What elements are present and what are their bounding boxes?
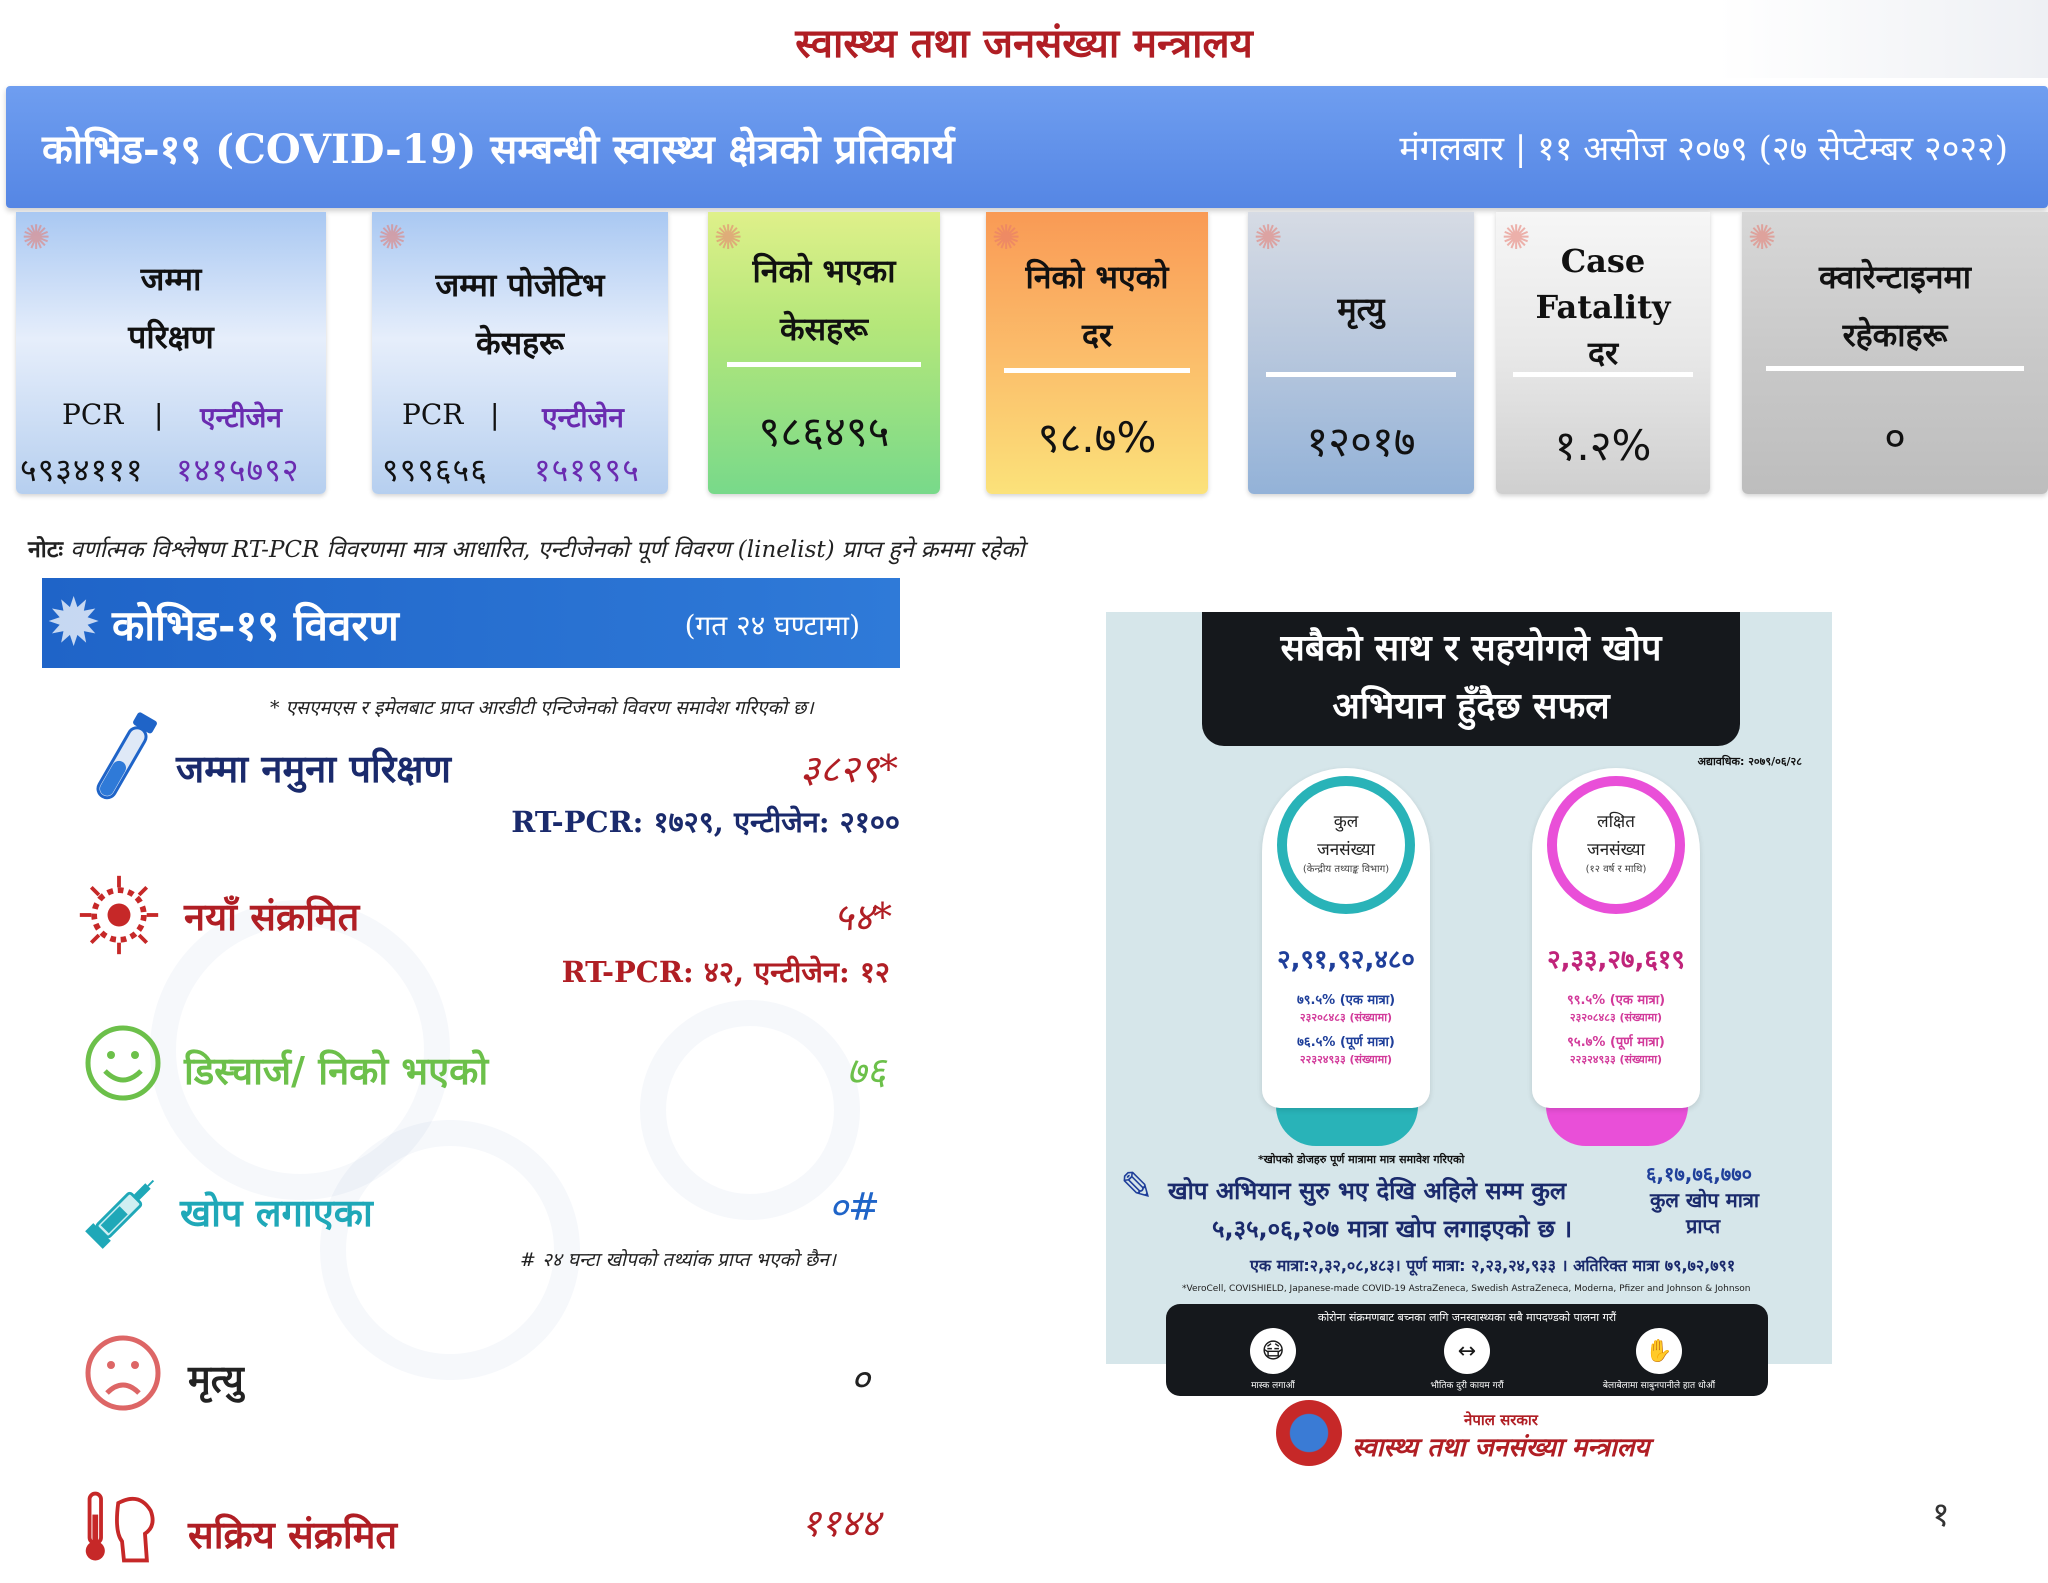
distance-icon: ↔ <box>1444 1328 1490 1374</box>
new-cases-breakdown: RT-PCR: ४२, एन्टीजेन: १२ <box>561 955 890 989</box>
divider <box>1766 366 2023 371</box>
vaccination-poster <box>1106 612 1832 1391</box>
virus-icon: ✺ <box>714 218 743 258</box>
vaccine-list: *VeroCell, COVISHIELD, Japanese-made COVID-19 AstraZeneca, Swedish AstraZeneca, Moderna, Pfizer and Johnson & Johnson <box>1182 1284 1751 1294</box>
divider <box>1004 368 1190 373</box>
deaths-value: ० <box>850 1357 870 1401</box>
syringe-icon: ✎ <box>1120 1164 1154 1210</box>
active-value: ११४४ <box>800 1501 880 1545</box>
card-label: क्वारेन्टाइनमा रहेकाहरू <box>1819 258 1971 354</box>
precautions-footer <box>1166 1304 1768 1396</box>
virus-icon: ✹ <box>46 584 102 661</box>
thermometer-icon <box>80 1484 166 1570</box>
tests-value: ३८२९* <box>799 747 898 791</box>
antigen-value: १५१९९५ <box>534 451 640 489</box>
discharged-label: डिस्चार्ज/ निको भएको <box>184 1048 489 1093</box>
virus-icon: ✺ <box>22 218 51 258</box>
government-ministry: स्वास्थ्य तथा जनसंख्या मन्त्रालय <box>1352 1433 1650 1463</box>
card-value: ९८.७% <box>1037 413 1157 462</box>
pcr-value: ५९३४१११ <box>20 451 144 489</box>
target-population-pill <box>1532 768 1700 1108</box>
precaution-caption: मास्क लगाऔं <box>1251 1381 1295 1391</box>
dose-breakdown: एक मात्रा:२,३२,०८,४८३। पूर्ण मात्रा: २,२३,२४,९३३ । अतिरिक्त मात्रा ७९,७२,७९१ <box>1250 1256 1736 1275</box>
campaign-line-1: खोप अभियान सुरु भए देखि अहिले सम्म कुल <box>1168 1177 1567 1205</box>
received-doses-value: ६,१७,७६,७७० <box>1646 1162 1752 1186</box>
divider <box>1513 372 1693 377</box>
target-population-badge: लक्षित जनसंख्या (१२ वर्ष र माथि) <box>1547 776 1685 914</box>
card-label: जम्मा पोजेटिभ केसहरू <box>435 266 605 362</box>
separator: | <box>154 398 164 431</box>
vaccinated-note: # २४ घन्टा खोपको तथ्यांक प्राप्त भएको छैन। <box>520 1249 836 1271</box>
card-label: निको भएका केसहरू <box>752 252 896 348</box>
poster-headline: सबैको साथ र सहयोगले खोप अभियान हुँदैछ सफल <box>1202 612 1740 746</box>
poster-updated-date: अद्यावधिक: २०७९/०६/२८ <box>1697 755 1802 768</box>
received-doses-label-2: प्राप्त <box>1686 1214 1721 1238</box>
virus-icon: ✺ <box>1502 218 1531 258</box>
total-population-pill <box>1262 768 1430 1108</box>
card-value: १.२% <box>1554 421 1652 470</box>
banner-title: कोभिड-१९ (COVID-19) सम्बन्धी स्वास्थ्य क्षेत्रको प्रतिकार्य <box>42 126 955 173</box>
virus-icon <box>76 872 162 958</box>
page-number: १ <box>1932 1495 1950 1535</box>
watermark-bandage <box>640 1000 860 1220</box>
card-value: १२०१७ <box>1306 417 1416 466</box>
precaution-caption: भौतिक दुरी कायम गरौं <box>1430 1381 1504 1391</box>
smiley-icon <box>80 1020 166 1106</box>
precautions-heading: कोरोना संक्रमणबाट बच्नका लागि जनस्वास्थ्यका सबै मापदण्डको पालना गरौं <box>1317 1311 1617 1324</box>
virus-icon: ✺ <box>992 218 1021 258</box>
target-population-value: २,३३,२७,६१९ <box>1547 945 1685 975</box>
booster-note: *खोपको डोजहरु पूर्ण मात्रामा मात्र समावेश गरिएको <box>1258 1153 1465 1166</box>
mask-icon: 😷 <box>1250 1328 1296 1374</box>
tests-label: जम्मा नमुना परिक्षण <box>176 746 452 791</box>
full-dose-rate: ९५.७% (पूर्ण मात्रा) <box>1567 1035 1665 1050</box>
vaccinated-label: खोप लगाएका <box>180 1190 373 1235</box>
card-label: Case Fatality दर <box>1535 242 1671 372</box>
details-title: कोभिड-१९ विवरण <box>112 601 399 650</box>
virus-icon: ✺ <box>1748 218 1777 258</box>
first-dose-count: २३२०८४८३ (संख्यामा) <box>1569 1011 1663 1024</box>
total-population-value: २,९१,९२,४८० <box>1277 945 1415 975</box>
sad-face-icon <box>80 1330 166 1416</box>
full-dose-count: २२३२४९३३ (संख्यामा) <box>1569 1053 1663 1066</box>
government-emblem <box>1276 1400 1342 1466</box>
virus-icon: ✺ <box>378 218 407 258</box>
title-banner <box>6 86 2048 208</box>
antigen-label: एन्टीजेन <box>200 401 282 434</box>
card-label: निको भएको दर <box>1025 258 1169 354</box>
card-deaths <box>1248 212 1474 494</box>
card-quarantine <box>1742 212 2048 494</box>
campaign-line-2: ५,३५,०६,२०७ मात्रा खोप लगाइएको छ । <box>1212 1215 1573 1243</box>
card-total-positive <box>372 212 668 494</box>
total-population-badge: कुल जनसंख्या (केन्द्रीय तथ्याङ्क विभाग) <box>1277 776 1415 914</box>
government-name: नेपाल सरकार <box>1464 1411 1538 1429</box>
first-dose-rate: ९९.५% (एक मात्रा) <box>1566 993 1666 1008</box>
antigen-label: एन्टीजेन <box>542 401 624 434</box>
active-label: सक्रिय संक्रमित <box>188 1512 398 1557</box>
test-tube-icon <box>80 718 166 804</box>
tests-breakdown: RT-PCR: १७२९, एन्टीजेन: २१०० <box>511 805 900 839</box>
received-doses-label: कुल खोप मात्रा <box>1650 1188 1760 1212</box>
card-label: मृत्यु <box>1337 290 1385 328</box>
handwash-icon: ✋ <box>1636 1328 1682 1374</box>
full-dose-count: २२३२४९३३ (संख्यामा) <box>1299 1053 1393 1066</box>
divider <box>1266 372 1456 377</box>
precaution-caption: बेलाबेलामा साबुनपानीले हात धोऔं <box>1602 1381 1716 1391</box>
card-case-fatality <box>1496 212 1710 494</box>
deaths-label: मृत्यु <box>188 1356 244 1401</box>
card-label: जम्मा परिक्षण <box>128 260 214 356</box>
banner-date: मंगलबार | ११ असोज २०७९ (२७ सेप्टेम्बर २०२२) <box>1399 129 2008 169</box>
new-cases-label: नयाँ संक्रमित <box>184 894 360 939</box>
analysis-note: नोटः वर्णात्मक विश्लेषण RT-PCR विवरणमा मात्र आधारित, एन्टीजेनको पूर्ण विवरण (linelist) प्राप्त हुने क्रममा रहेको <box>28 536 1025 563</box>
details-header <box>42 578 900 668</box>
new-cases-value: ५४* <box>833 895 892 939</box>
first-dose-rate: ७९.५% (एक मात्रा) <box>1296 993 1396 1008</box>
card-value: ९८६४९५ <box>758 407 890 456</box>
card-recovered <box>708 212 940 494</box>
divider <box>727 362 922 367</box>
antigen-value: १४१५७९२ <box>176 451 300 489</box>
vaccinated-value: ०# <box>828 1185 880 1229</box>
pcr-label: PCR <box>402 398 464 431</box>
card-value: ० <box>1884 413 1906 462</box>
first-dose-count: २३२०८४८३ (संख्यामा) <box>1299 1011 1393 1024</box>
details-note: * एसएमएस र इमेलबाट प्राप्त आरडीटी एन्टिजेनको विवरण समावेश गरिएको छ। <box>270 697 814 719</box>
full-dose-rate: ७६.५% (पूर्ण मात्रा) <box>1297 1035 1395 1050</box>
separator: | <box>490 398 500 431</box>
card-total-tests <box>16 212 326 494</box>
card-recovery-rate <box>986 212 1208 494</box>
syringe-icon <box>80 1168 166 1254</box>
details-period: (गत २४ घण्टामा) <box>684 609 860 642</box>
ministry-title: स्वास्थ्य तथा जनसंख्या मन्त्रालय <box>795 20 1253 67</box>
pcr-label: PCR <box>62 398 124 431</box>
pcr-value: ९९९६५६ <box>382 451 488 489</box>
virus-icon: ✺ <box>1254 218 1283 258</box>
discharged-value: ७६ <box>846 1049 886 1093</box>
